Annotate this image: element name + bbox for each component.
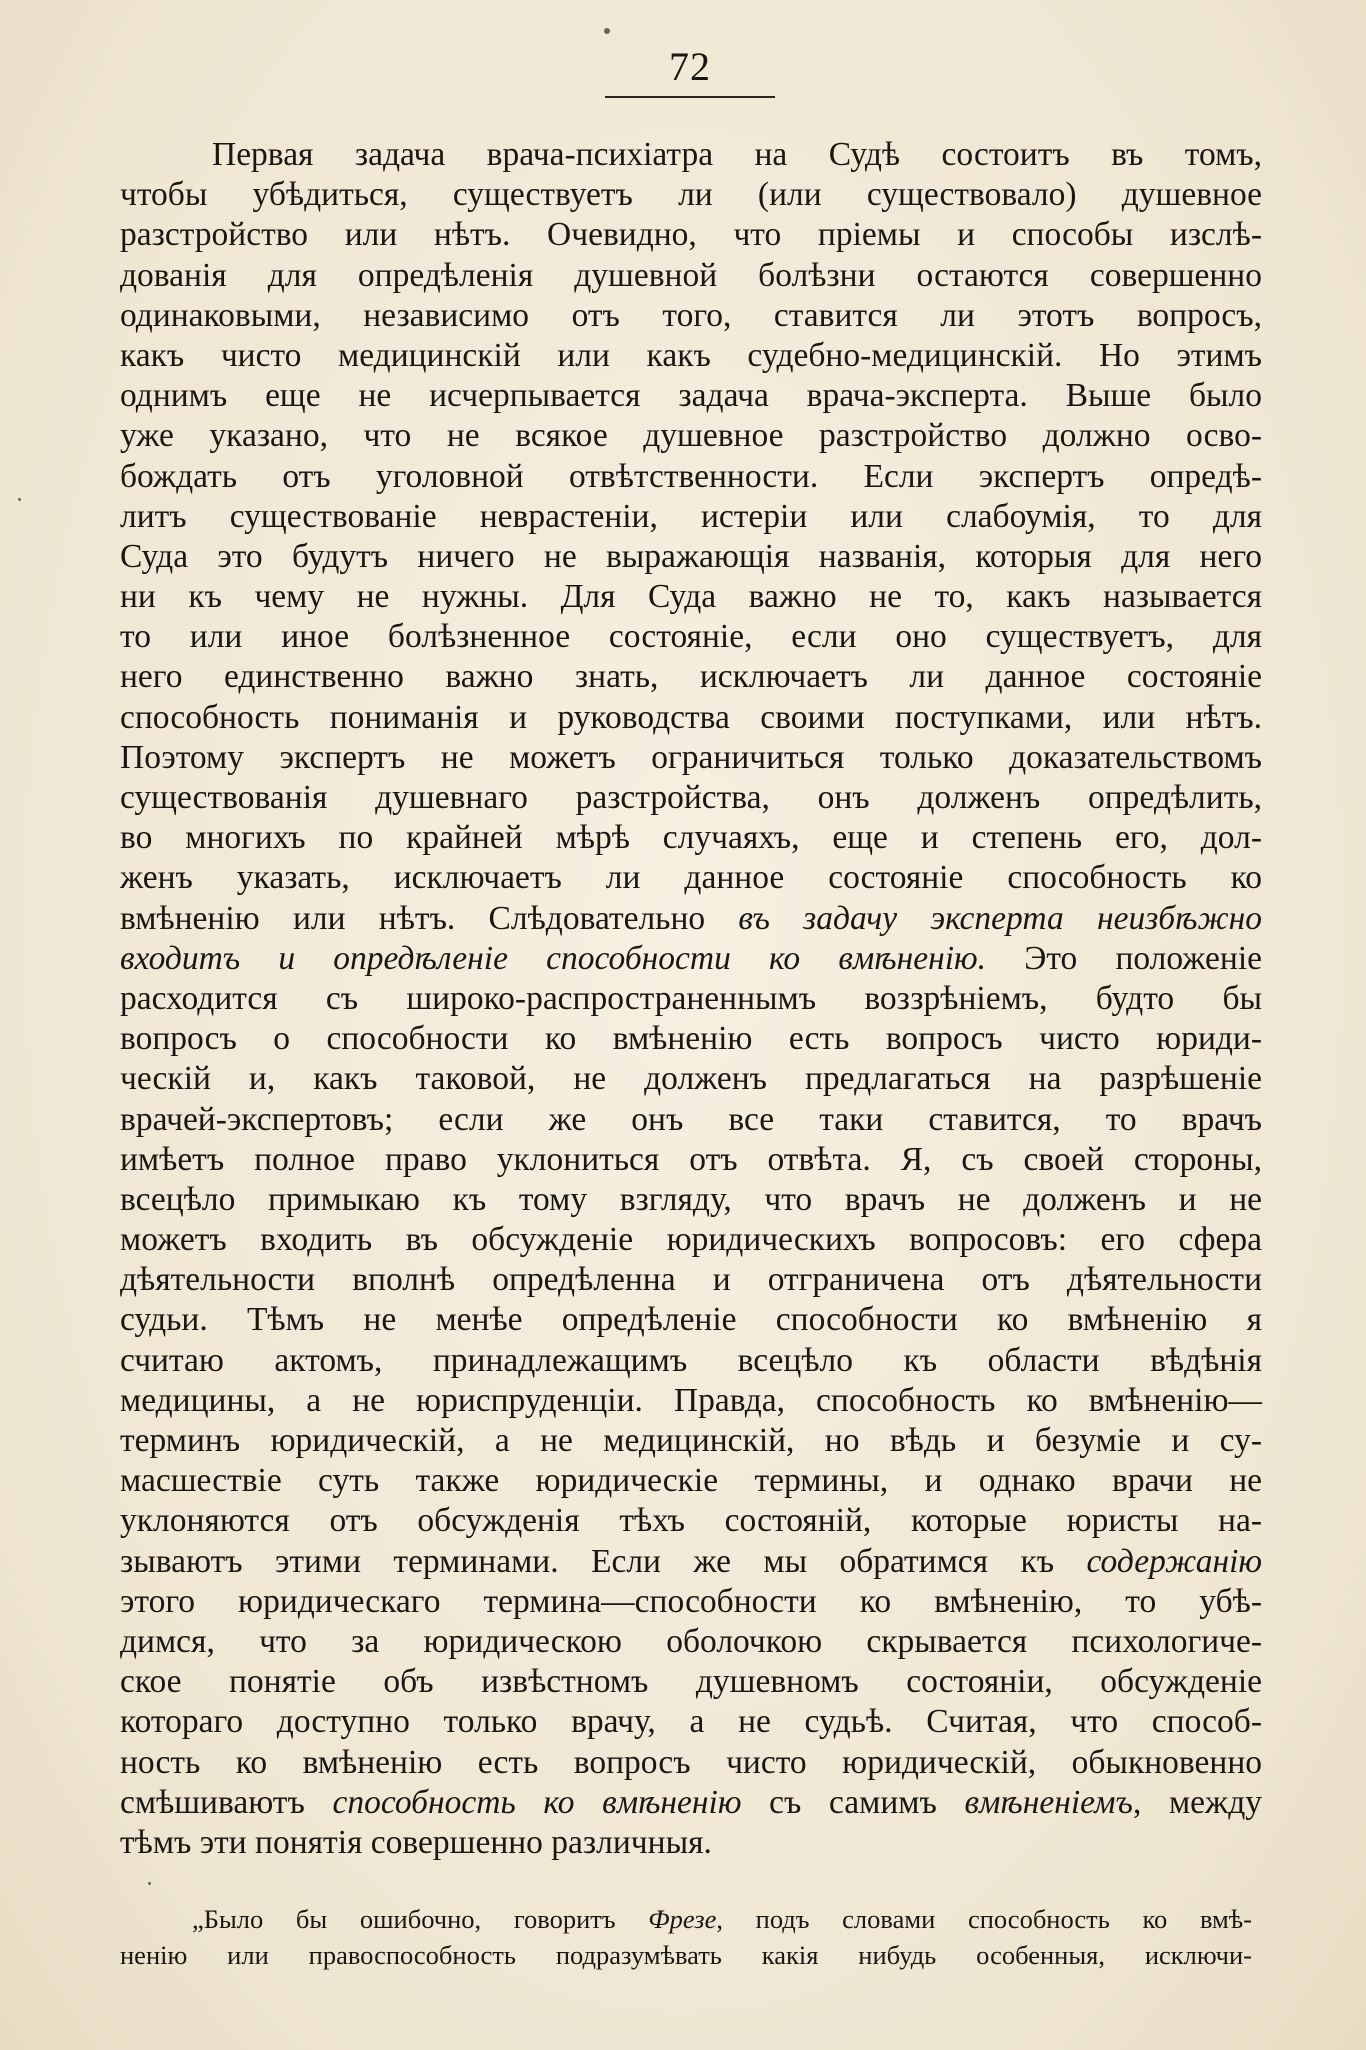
body-line: [120, 1582, 1262, 1622]
text-run: можетъ входить въ обсужденіе юридическихъ вопросовъ: его сфера: [120, 1221, 1262, 1259]
footnote-line: [120, 1901, 1252, 1937]
text-run: зываютъ этими терминами. Если же мы обратимся къ: [120, 1542, 1087, 1580]
text-run: расходится съ широко-распространеннымъ воззрѣніемъ, будто бы: [120, 979, 1262, 1017]
text-run: считаю актомъ, принадлежащимъ всецѣло къ области вѣдѣнія: [120, 1341, 1262, 1379]
body-line: [120, 818, 1262, 858]
body-line: [120, 1421, 1262, 1461]
text-run: терминъ юридическій, а не медицинскій, но вѣдь и безуміе и су-: [120, 1422, 1262, 1459]
body-line: [120, 657, 1262, 697]
page-number-rule: [605, 96, 775, 98]
text-run: ское понятіе объ извѣстномъ душевномъ состояніи, обсужденіе: [120, 1663, 1262, 1701]
paper-speck: [18, 498, 21, 501]
page-number: 72: [669, 44, 711, 89]
text-run: существованія душевнаго разстройства, онъ долженъ опредѣлить,: [120, 779, 1262, 816]
body-line: [120, 1059, 1262, 1099]
body-line: [120, 537, 1262, 577]
body-line: [120, 296, 1262, 336]
body-line: [120, 336, 1262, 376]
body-line: [120, 698, 1262, 738]
page-header: [600, 44, 780, 98]
italic-text: содержанію: [1086, 1542, 1262, 1580]
text-run: судьи. Тѣмъ не менѣе опредѣленіе способности ко вмѣненію я: [120, 1301, 1262, 1339]
text-run: съ самимъ: [741, 1783, 965, 1821]
text-run: вмѣненію или нѣтъ. Слѣдовательно: [120, 899, 739, 937]
text-run: , подъ словами способность ко вмѣ-: [716, 1904, 1252, 1934]
text-run: то или иное болѣзненное состояніе, если оно существуетъ, для: [120, 618, 1262, 656]
body-line: [120, 457, 1262, 497]
italic-text: Фрезе: [648, 1904, 717, 1934]
text-run: уже указано, что не всякое душевное разстройство должно осво-: [120, 417, 1262, 455]
paper-speck: [604, 28, 610, 34]
text-run: вопросъ о способности ко вмѣненію есть вопросъ чисто юриди-: [120, 1020, 1262, 1058]
body-line: [120, 577, 1262, 617]
text-run: Это положеніе: [986, 939, 1262, 977]
text-run: ненію или правоспособность подразумѣвать какія нибудь особенныя, исключи-: [120, 1940, 1252, 1970]
italic-text: способность ко вмѣненію: [332, 1783, 742, 1821]
main-text: [120, 135, 1262, 1863]
body-line: [120, 256, 1262, 296]
text-run: литъ существованіе неврастеніи, истеріи или слабоумія, то для: [120, 497, 1262, 535]
text-run: однимъ еще не исчерпывается задача врача-эксперта. Выше было: [120, 377, 1262, 415]
text-run: Первая задача врача-психіатра на Судѣ состоитъ въ томъ,: [212, 136, 1262, 173]
body-line: [120, 1823, 1262, 1863]
text-run: одинаковыми, независимо отъ того, ставится ли этотъ вопросъ,: [120, 296, 1262, 334]
body-line: [120, 1180, 1262, 1220]
body-line: [120, 1140, 1262, 1180]
text-run: медицины, а не юриспруденціи. Правда, способность ко вмѣненію—: [120, 1381, 1262, 1419]
text-run: какъ чисто медицинскій или какъ судебно-медицинскій. Но этимъ: [120, 336, 1262, 374]
body-line: [120, 1300, 1262, 1340]
body-line: [120, 1019, 1262, 1059]
text-run: котораго доступно только врачу, а не судьѣ. Считая, что способ-: [120, 1703, 1262, 1741]
body-line: [120, 1702, 1262, 1742]
text-run: разстройство или нѣтъ. Очевидно, что пріемы и способы изслѣ-: [120, 216, 1262, 254]
text-run: уклоняются отъ обсужденія тѣхъ состояній, которые юристы на-: [120, 1502, 1262, 1540]
body-line: [120, 1260, 1262, 1300]
body-line: [120, 617, 1262, 657]
text-run: него единственно важно знать, исключаетъ ли данное состояніе: [120, 658, 1262, 696]
body-line: [120, 135, 1262, 175]
text-run: Суда это будутъ ничего не выражающія названія, которыя для него: [120, 537, 1262, 575]
body-line: [120, 1461, 1262, 1501]
body-line: [120, 1381, 1262, 1421]
text-run: бождать отъ уголовной отвѣтственности. Если экспертъ опредѣ-: [120, 457, 1262, 495]
body-line: [120, 376, 1262, 416]
text-run: врачей-экспертовъ; если же онъ все таки ставится, то врачъ: [120, 1100, 1262, 1138]
italic-text: въ задачу эксперта неизбѣжно: [738, 899, 1262, 937]
body-line: [120, 858, 1262, 898]
text-run: ни къ чему не нужны. Для Суда важно не то, какъ называется: [120, 578, 1262, 616]
body-line: [120, 899, 1262, 939]
body-line: [120, 1341, 1262, 1381]
body-line: [120, 1501, 1262, 1541]
footnote-line: [120, 1937, 1252, 1973]
italic-text: входитъ и опредѣленіе способности ко вмѣненію.: [120, 939, 987, 977]
body-line: [120, 1542, 1262, 1582]
italic-text: вмѣненіемъ: [964, 1783, 1133, 1821]
body-line: [120, 215, 1262, 255]
text-run: ность ко вмѣненію есть вопросъ чисто юридическій, обыкновенно: [120, 1743, 1262, 1781]
text-run: чтобы убѣдиться, существуетъ ли (или существовало) душевное: [120, 176, 1262, 214]
body-line: [120, 1622, 1262, 1662]
body-line: [120, 778, 1262, 818]
body-line: [120, 416, 1262, 456]
body-line: [120, 939, 1262, 979]
footnote: [120, 1901, 1252, 1973]
text-run: дѣятельности вполнѣ опредѣленна и отграничена отъ дѣятельности: [120, 1261, 1262, 1299]
text-run: способность пониманія и руководства своими поступками, или нѣтъ.: [120, 698, 1262, 736]
body-line: [120, 1100, 1262, 1140]
text-run: масшествіе суть также юридическіе термины, и однако врачи не: [120, 1462, 1262, 1500]
text-run: ческій и, какъ таковой, не долженъ предлагаться на разрѣшеніе: [120, 1060, 1262, 1098]
text-run: , между: [1132, 1783, 1262, 1821]
text-run: смѣшиваютъ: [120, 1783, 333, 1821]
text-run: всецѣло примыкаю къ тому взгляду, что врачъ не долженъ и не: [120, 1180, 1262, 1218]
text-run: Поэтому экспертъ не можетъ ограничиться только доказательствомъ: [120, 738, 1262, 776]
paper-speck: [148, 1882, 151, 1885]
text-run: дованія для опредѣленія душевной болѣзни остаются совершенно: [120, 256, 1262, 294]
body-line: [120, 1220, 1262, 1260]
body-line: [120, 1662, 1262, 1702]
body-line: [120, 1783, 1262, 1823]
text-run: „Было бы ошибочно, говоритъ: [192, 1904, 649, 1934]
text-run: женъ указать, исключаетъ ли данное состояніе способность ко: [120, 859, 1262, 897]
text-run: во многихъ по крайней мѣрѣ случаяхъ, еще и степень его, дол-: [120, 819, 1262, 857]
body-line: [120, 175, 1262, 215]
text-run: димся, что за юридическою оболочкою скрывается психологиче-: [120, 1622, 1262, 1660]
text-run: тѣмъ эти понятія совершенно различныя.: [120, 1823, 712, 1861]
body-line: [120, 497, 1262, 537]
text-run: этого юридическаго термина—способности ко вмѣненію, то убѣ-: [120, 1582, 1262, 1620]
body-line: [120, 738, 1262, 778]
text-run: имѣетъ полное право уклониться отъ отвѣта. Я, съ своей стороны,: [120, 1140, 1262, 1178]
body-line: [120, 979, 1262, 1019]
body-line: [120, 1743, 1262, 1783]
